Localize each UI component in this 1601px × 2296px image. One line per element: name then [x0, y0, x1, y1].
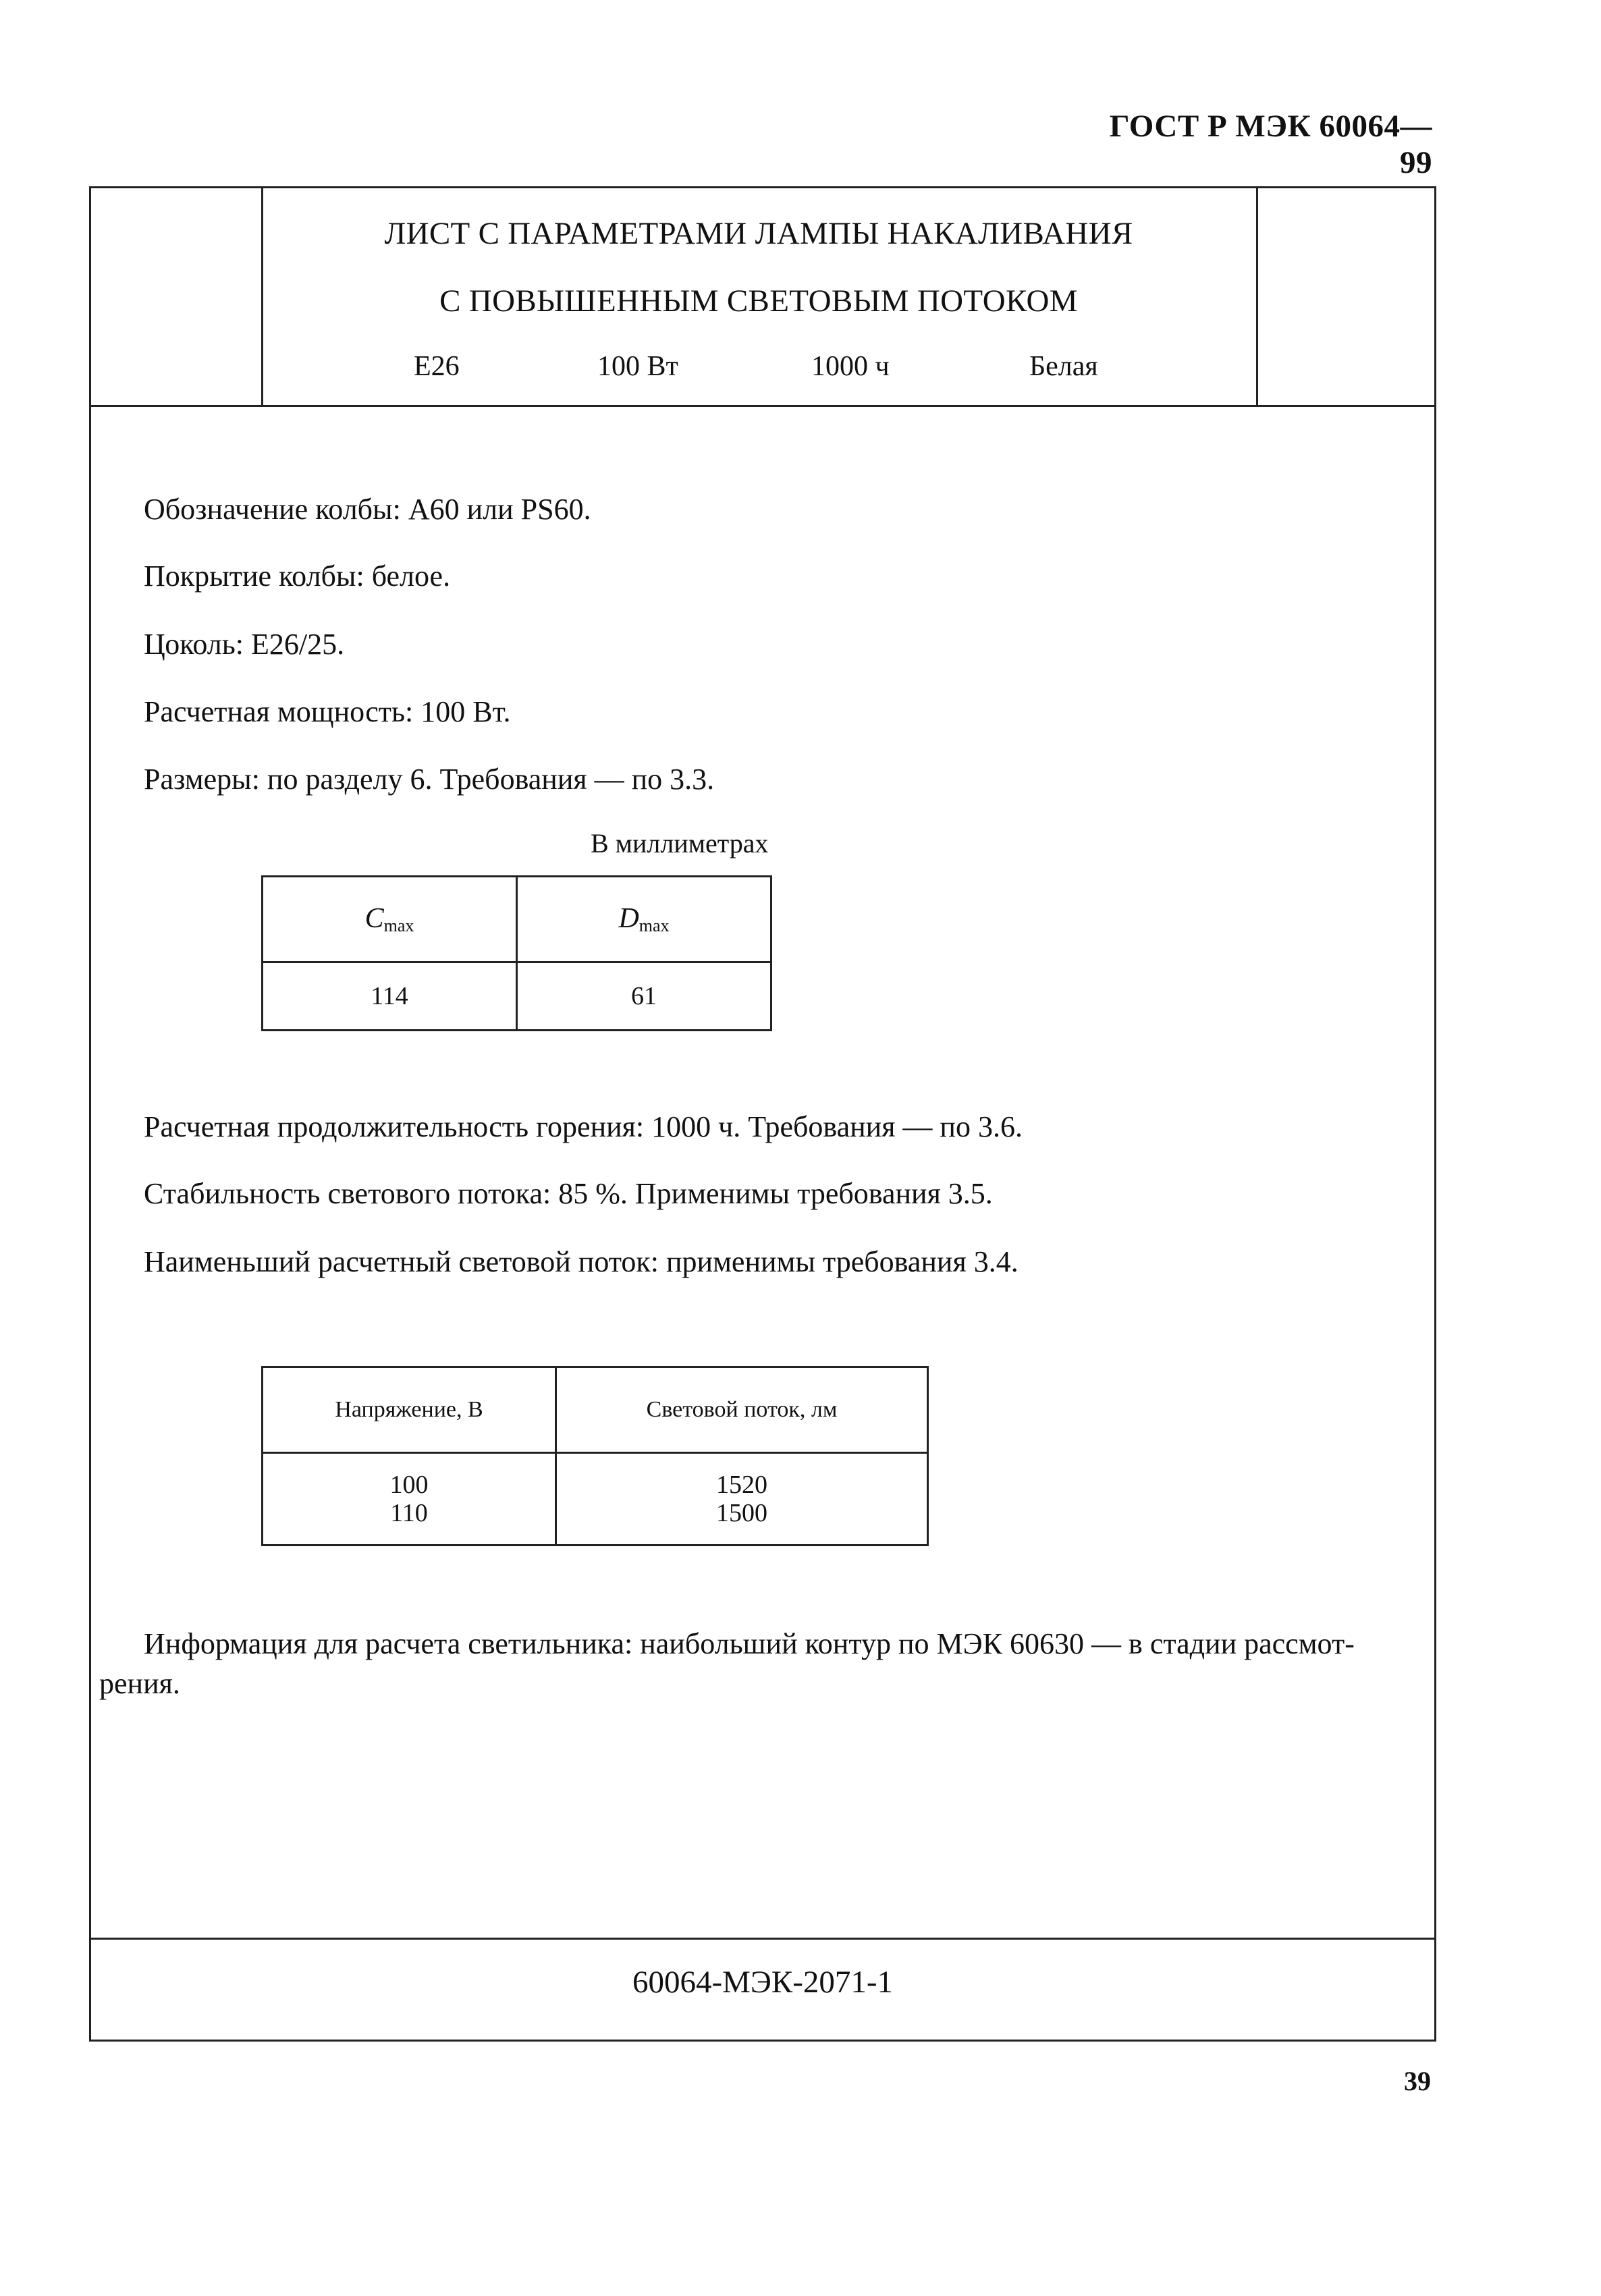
min-flux: Наименьший расчетный световой поток: применимы требования 3.4.	[144, 1245, 1019, 1278]
luminaire-info-line1: Информация для расчета светильника: наибольший контур по МЭК 60630 — в стадии рассмот-	[144, 1627, 1355, 1660]
rated-power: Расчетная мощность: 100 Вт.	[144, 695, 511, 728]
document-code: ГОСТ Р МЭК 60064—99	[1109, 109, 1432, 180]
header-c-max: $C_{max}$	[263, 877, 517, 962]
flux-values: 1520 1500	[556, 1453, 928, 1546]
header-left-cell	[91, 188, 263, 405]
header-voltage: Напряжение, В	[263, 1367, 556, 1453]
dimensions-table	[261, 875, 772, 1031]
parameter-sheet-frame	[89, 186, 1436, 2042]
sheet-title-line2: С ПОВЫШЕННЫМ СВЕТОВЫМ ПОТОКОМ	[439, 283, 1078, 319]
bulb-designation: Обозначение колбы: A60 или PS60.	[144, 493, 591, 526]
table-header-row	[263, 1367, 928, 1453]
rated-life: Расчетная продолжительность горения: 1000 ч. Требования — по 3.6.	[144, 1110, 1023, 1143]
spec-power: 100 Вт	[597, 351, 678, 382]
table-row	[263, 962, 771, 1031]
header-divider	[91, 405, 1434, 407]
flux-stability: Стабильность светового потока: 85 %. Применимы требования 3.5.	[144, 1177, 993, 1210]
header-d-max: $D_{max}$	[517, 877, 771, 962]
table-header-row	[263, 877, 771, 962]
sheet-title-line1: ЛИСТ С ПАРАМЕТРАМИ ЛАМПЫ НАКАЛИВАНИЯ	[384, 216, 1133, 251]
value-c-max: 114	[263, 962, 517, 1031]
cap-type: Цоколь: E26/25.	[144, 628, 345, 661]
flux-table	[261, 1366, 929, 1546]
spec-color: Белая	[1029, 351, 1098, 382]
table-row	[263, 1453, 928, 1546]
value-d-max: 61	[517, 962, 771, 1031]
units-note: В миллиметрах	[591, 828, 769, 858]
spec-life: 1000 ч	[811, 351, 890, 382]
sheet-code: 60064-МЭК-2071-1	[632, 1965, 894, 2000]
dimensions-note: Размеры: по разделу 6. Требования — по 3.3.	[144, 763, 715, 796]
bulb-coating: Покрытие колбы: белое.	[144, 559, 451, 593]
footer-divider	[91, 1938, 1434, 1940]
spec-cap: E26	[414, 351, 460, 382]
header-right-cell	[1256, 188, 1434, 405]
page-number: 39	[1404, 2066, 1431, 2096]
header-luminous-flux: Световой поток, лм	[556, 1367, 928, 1453]
luminaire-info-line2: рения.	[99, 1667, 180, 1700]
voltage-values: 100 110	[263, 1453, 556, 1546]
